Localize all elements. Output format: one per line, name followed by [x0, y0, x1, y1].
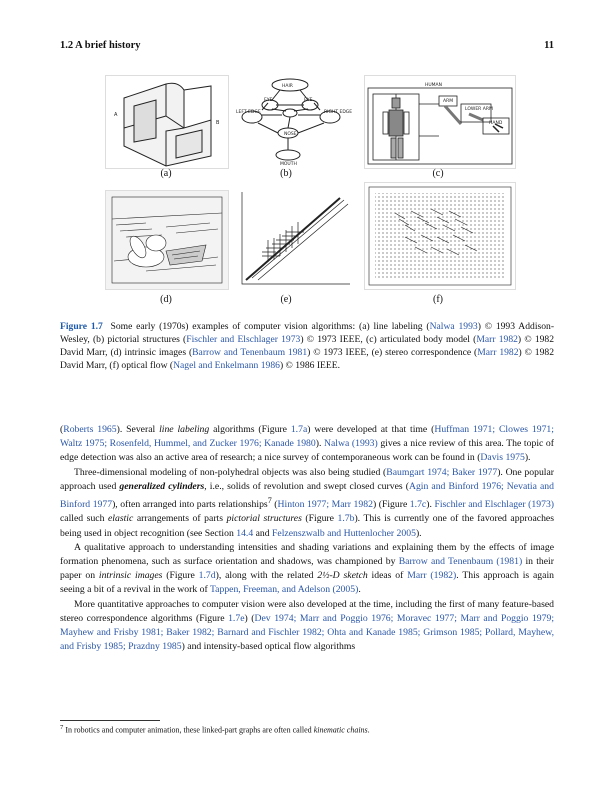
citation-link[interactable]: Huffman 1971; Clowes 1971; Waltz 1975; Rosenfeld, Hummel, and Zucker 1976; Kanade 1980: [60, 424, 554, 450]
figure-link[interactable]: 1.7e: [228, 612, 245, 624]
citation-link[interactable]: Fischler and Elschlager 1973: [186, 334, 301, 345]
paragraph-1: (Roberts 1965). Several line labeling algorithms (Figure 1.7a) were developed at that time (Huffman 1971; Clowes 1971; Waltz 1975; Rosenfeld, Hummel, and Zucker 1976; Kanade 1980). Nalwa (1993) gives a nice review of this area. The topic of edge detection was also an active area of research; a nice survey of contemporaneous work can be found in (Davis 1975).: [60, 424, 554, 464]
figure-e-stereo-correspondence: [232, 190, 354, 288]
part-mouth: MOUTH: [280, 162, 297, 167]
figure-c-articulated-body: [364, 75, 516, 169]
paragraph-4: More quantitative approaches to computer vision were also developed at the time, including the first of many feature-based stereo correspondence algorithms (Figure 1.7e) (Dev 1974; Marr and Poggio 1976; Moravec 1977; Marr and Poggio 1979; Mayhew and Frisby 1981; Baker 1982; Barnard and Fischler 1982; Ohta and Kanade 1985; Grimson 1985; Pollard, Mayhew, and Frisby 1985; Prazdny 1985) and intensity-based optical flow algorithms: [60, 598, 555, 653]
figure-link[interactable]: 1.7d: [198, 570, 216, 582]
optical-flow-field: [365, 183, 515, 289]
citation-link[interactable]: Barrow and Tenenbaum 1981: [192, 347, 308, 358]
section-link[interactable]: 14.4: [236, 527, 254, 539]
paragraph-3: A qualitative approach to understanding intensities and shading variations and explaining them by the effects of image formation phenomena, such as surface orientation and shadows, was championed by Barrow and Tenenbaum (1981) in their paper on intrinsic images (Figure 1.7d), along with the related 2½-D sketch ideas of Marr (1982). This approach is again seeing a bit of a revival in the work of Tappen, Freeman, and Adelson (2005).: [60, 541, 554, 596]
line-labeling-drawing: [106, 76, 228, 168]
svg-text:A: A: [114, 112, 118, 118]
running-header: [60, 40, 554, 54]
footnote: $^7$ In robotics and computer animation, these linked-part graphs are often called kinematic chains.: [60, 724, 370, 735]
stereo-diagonal-grid: [232, 190, 354, 288]
citation-link[interactable]: Davis 1975: [480, 452, 525, 464]
citation-link[interactable]: Tappen, Freeman, and Adelson (2005): [209, 584, 359, 596]
pictorial-structure-graph: [232, 75, 354, 167]
part-eye-right: EYE: [304, 98, 313, 103]
figure-b-label: (b): [280, 168, 292, 179]
citation-link[interactable]: Dev 1974; Marr and Poggio 1976; Moravec 1977; Marr and Poggio 1979; Mayhew and Frisby 1981; Baker 1982; Barnard and Fischler 1982; Ohta and Kanade 1985; Grimson 1985; Pollard, Mayhew, and Frisby 1985; Prazdny 1985: [60, 612, 555, 653]
figure-b-pictorial-structures: [232, 75, 354, 167]
figure-caption: Figure 1.7 Some early (1970s) examples of computer vision algorithms: (a) line labeling (Nalwa 1993) © 1993 Addison-Wesley, (b) pictorial structures (Fischler and Elschlager 1973) © 1973 IEEE, (c) articulated body model (Marr 1982) © 1982 David Marr, (d) intrinsic images (Barrow and Tenenbaum 1981) © 1973 IEEE, (e) stereo correspondence (Marr 1982) © 1982 David Marr, (f) optical flow (Nagel and Enkelmann 1986) © 1986 IEEE.: [60, 321, 555, 371]
figure-link[interactable]: 1.7c: [409, 499, 427, 511]
part-nose: NOSE: [284, 132, 297, 137]
footnote-ref[interactable]: 7: [267, 496, 272, 506]
footnote-rule: [60, 720, 160, 721]
part-human: HUMAN: [425, 83, 443, 88]
page-number: 11: [544, 40, 554, 51]
figure-c-label: (c): [432, 168, 444, 179]
body-text: [60, 423, 554, 654]
section-title: 1.2 A brief history: [60, 40, 141, 51]
svg-text:B: B: [216, 120, 220, 126]
citation-link[interactable]: Fischler and Elschlager (1973): [434, 499, 555, 511]
citation-link[interactable]: Felzenszwalb and Huttenlocher 2005: [272, 527, 416, 539]
paragraph-2: Three-dimensional modeling of non-polyhedral objects was also being studied (Baumgart 1974; Baker 1977). One popular approach used generalized cylinders, i.e., solids of revolution and swept closed curves (Agin and Binford 1976; Nevatia and Binford 1977), often arranged into parts relationships$^7$ (Hinton 1977; Marr 1982) (Figure 1.7c). Fischler and Elschlager (1973) called such elastic arrangements of parts pictorial structures (Figure 1.7b). This is currently one of the favored approaches being used in object recognition (see Section 14.4 and Felzenszwalb and Huttenlocher 2005).: [60, 466, 555, 539]
intrinsic-image-drawing: [106, 191, 228, 289]
citation-link[interactable]: Marr (1982): [407, 570, 457, 582]
part-lower-arm: LOWER ARM: [465, 107, 493, 112]
citation-link[interactable]: Agin and Binford 1976; Nevatia and Binford 1977: [60, 480, 554, 511]
citation-link[interactable]: Baumgart 1974; Baker 1977: [386, 466, 498, 478]
figure-d-label: (d): [160, 294, 172, 305]
part-eye-left: EYE: [264, 98, 273, 103]
citation-link[interactable]: Hinton 1977; Marr 1982: [277, 499, 373, 511]
citation-link[interactable]: Nalwa 1993: [429, 321, 478, 332]
citation-link[interactable]: Marr 1982: [477, 347, 519, 358]
figure-a-line-labeling: [105, 75, 229, 169]
figure-link[interactable]: 1.7a: [290, 424, 308, 435]
figure-a-label: (a): [160, 168, 172, 179]
citation-link[interactable]: Nalwa (1993): [324, 438, 378, 450]
figure-f-optical-flow: [364, 182, 516, 290]
part-arm: ARM: [443, 99, 454, 104]
citation-link[interactable]: Marr 1982: [476, 334, 518, 345]
figure-link[interactable]: 1.7b: [337, 513, 355, 525]
part-left-edge: LEFT EDGE: [236, 110, 261, 115]
figure-f-label: (f): [433, 294, 443, 305]
part-hair: HAIR: [282, 84, 293, 89]
citation-link[interactable]: Nagel and Enkelmann 1986: [173, 360, 280, 371]
citation-link[interactable]: Roberts 1965: [63, 424, 117, 435]
figure-d-intrinsic-images: [105, 190, 229, 290]
figure-number: Figure 1.7: [60, 321, 103, 332]
part-hand: HAND: [489, 121, 503, 126]
part-right-edge: RIGHT EDGE: [324, 110, 353, 115]
figure-e-label: (e): [280, 294, 292, 305]
citation-link[interactable]: Barrow and Tenenbaum (1981): [398, 556, 523, 568]
body-model-drawing: [365, 76, 515, 168]
